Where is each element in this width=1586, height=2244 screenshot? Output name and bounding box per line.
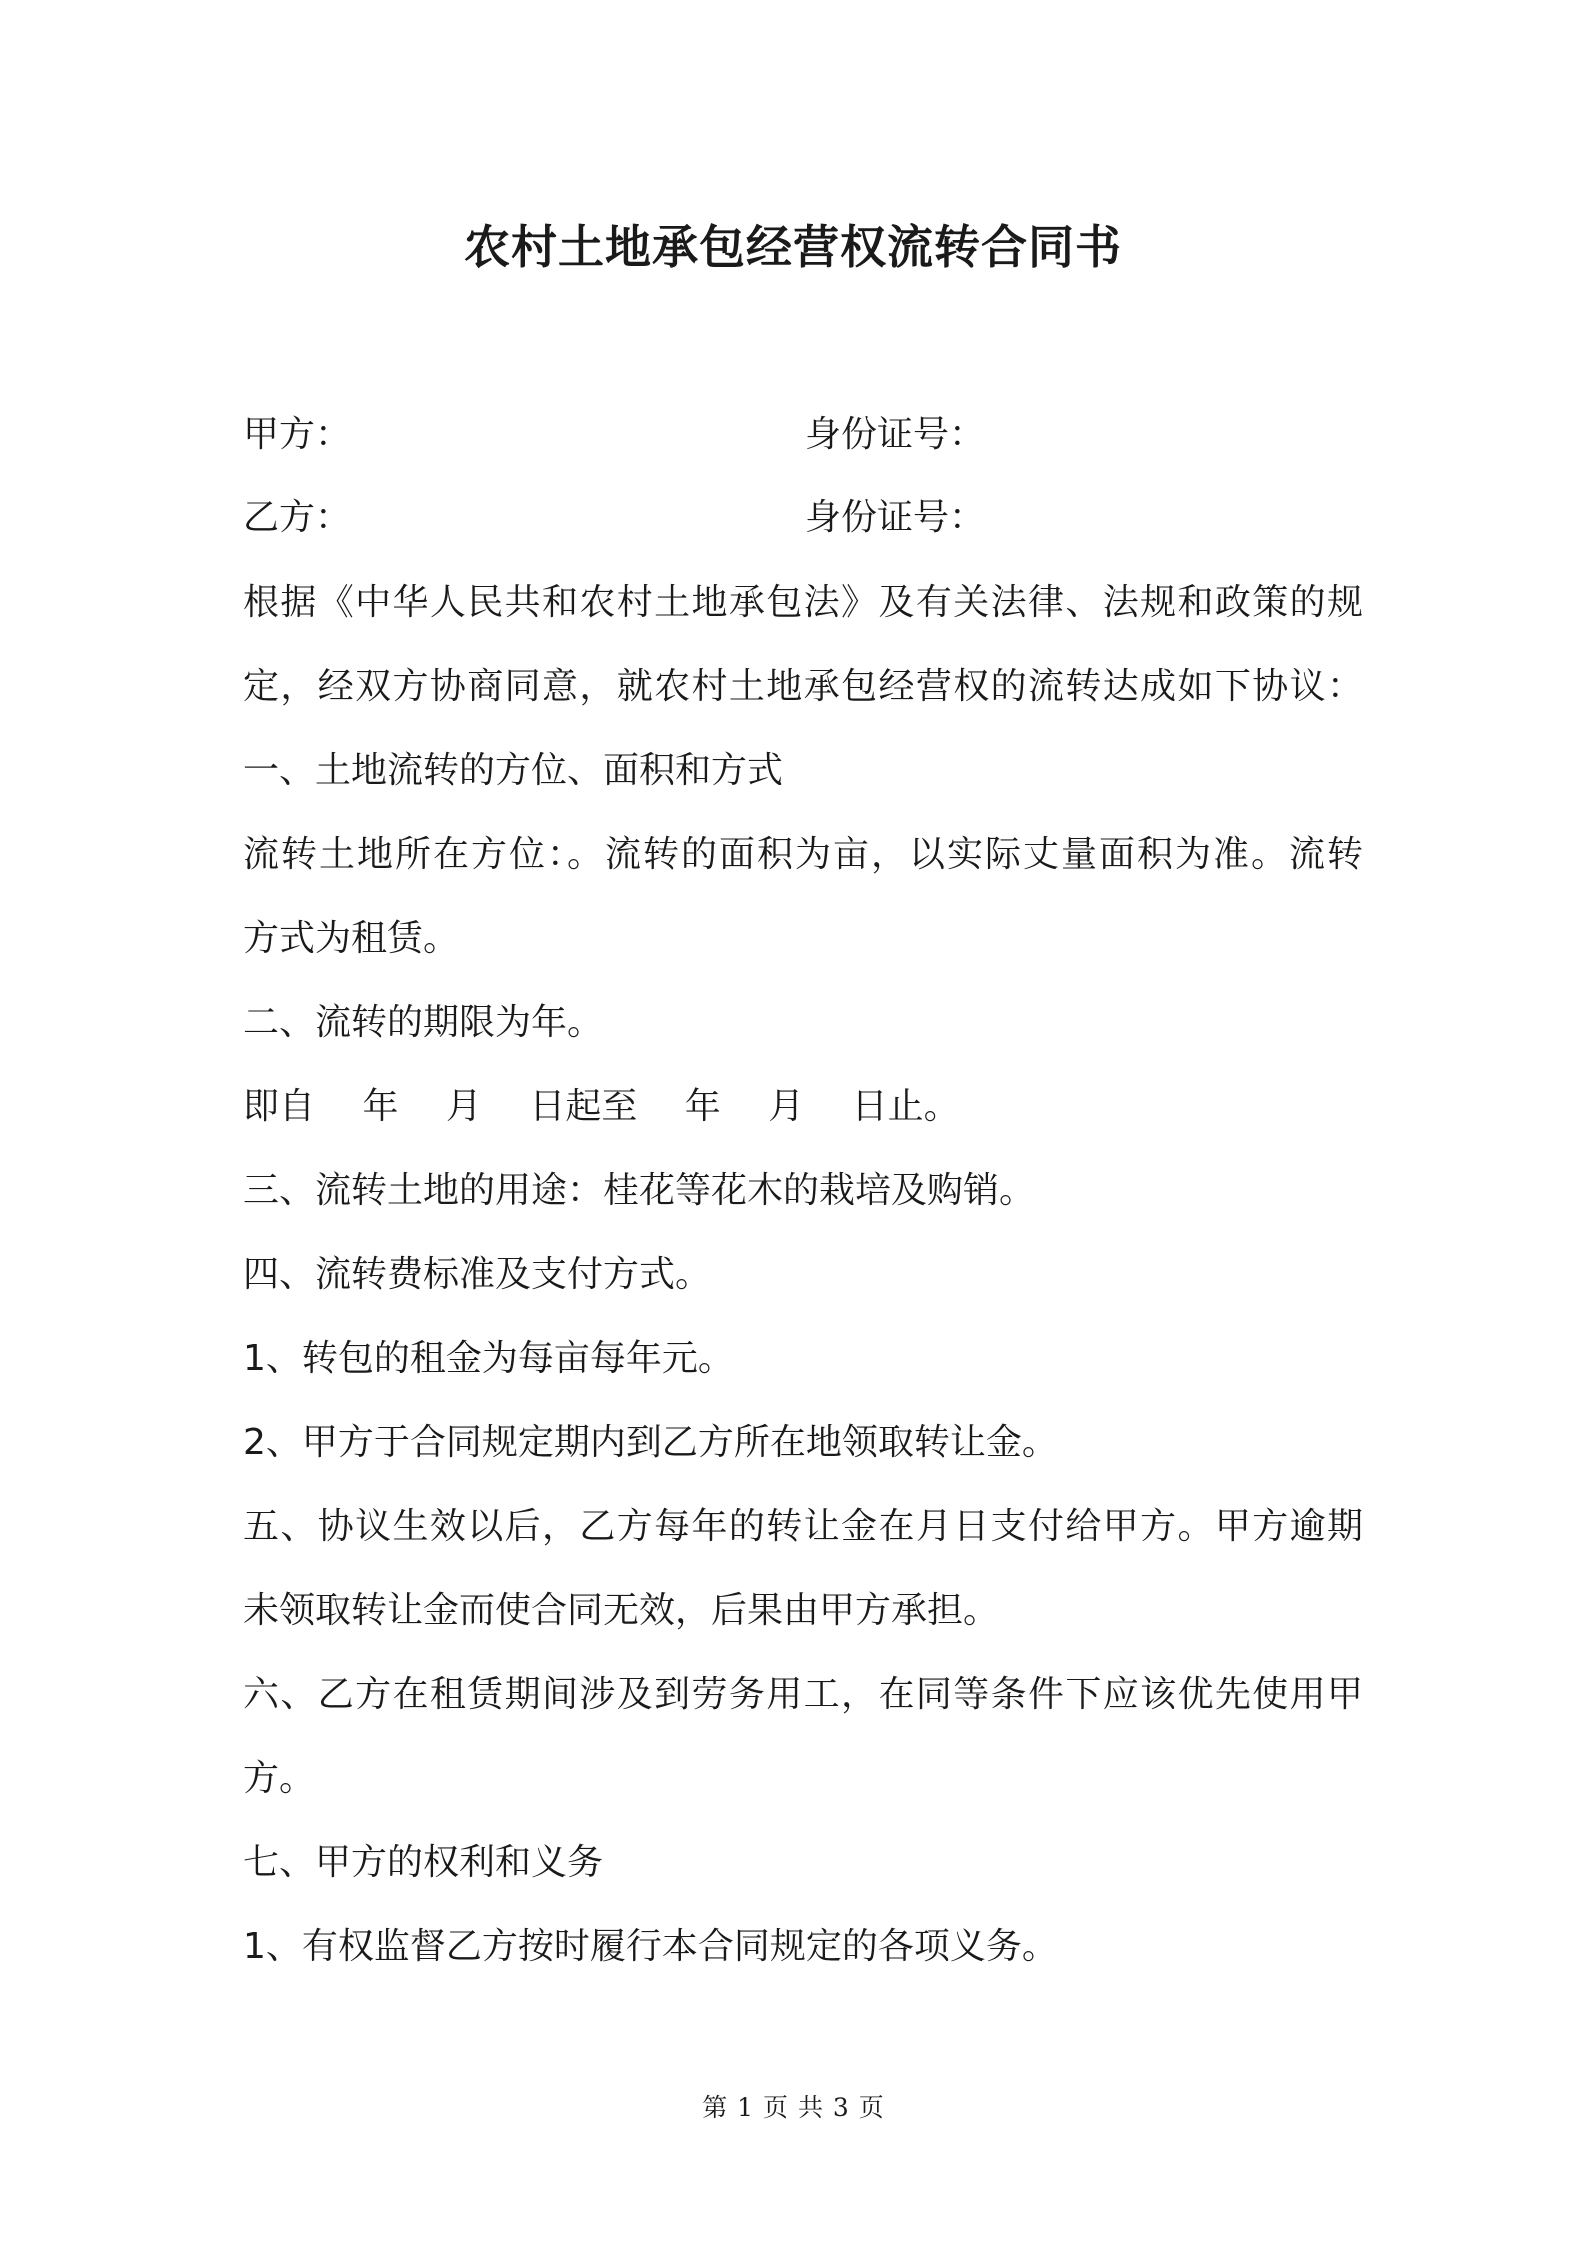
party-b-row <box>243 493 1363 543</box>
paragraph-line: 定，经双方协商同意，就农村土地承包经营权的流转达成如下协议： <box>243 666 1363 707</box>
paragraph-line: 方式为租赁。 <box>243 918 460 959</box>
party-a-label: 甲方： <box>243 414 352 455</box>
section-heading: 一、土地流转的方位、面积和方式 <box>243 750 784 791</box>
section-heading: 二、流转的期限为年。 <box>243 1002 604 1043</box>
list-item: 1、转包的租金为每亩每年元。 <box>243 1338 734 1379</box>
section-heading: 七、甲方的权利和义务 <box>243 1842 604 1883</box>
party-b-id-label: 身份证号： <box>805 497 986 538</box>
page-number-footer: 第 1 页 共 3 页 <box>702 2093 884 2122</box>
paragraph-line: 五、协议生效以后，乙方每年的转让金在月日支付给甲方。甲方逾期 <box>243 1506 1363 1547</box>
section-heading: 三、流转土地的用途：桂花等花木的栽培及购销。 <box>243 1170 1036 1211</box>
party-a-id-label: 身份证号： <box>805 414 986 455</box>
list-item: 1、有权监督乙方按时履行本合同规定的各项义务。 <box>243 1926 1058 1967</box>
paragraph-line: 方。 <box>243 1758 316 1799</box>
party-b-label: 乙方： <box>243 497 352 538</box>
paragraph-line: 流转土地所在方位：。流转的面积为亩，以实际丈量面积为准。流转 <box>243 834 1363 875</box>
paragraph-line: 六、乙方在租赁期间涉及到劳务用工，在同等条件下应该优先使用甲 <box>243 1674 1363 1715</box>
document-title: 农村土地承包经营权流转合同书 <box>464 220 1122 274</box>
paragraph-line: 即自 年 月 日起至 年 月 日止。 <box>243 1086 960 1127</box>
party-a-row <box>243 410 1363 460</box>
paragraph-line: 未领取转让金而使合同无效，后果由甲方承担。 <box>243 1590 1000 1631</box>
list-item: 2、甲方于合同规定期内到乙方所在地领取转让金。 <box>243 1422 1058 1463</box>
paragraph-line: 根据《中华人民共和农村土地承包法》及有关法律、法规和政策的规 <box>243 582 1363 623</box>
section-heading: 四、流转费标准及支付方式。 <box>243 1254 712 1295</box>
